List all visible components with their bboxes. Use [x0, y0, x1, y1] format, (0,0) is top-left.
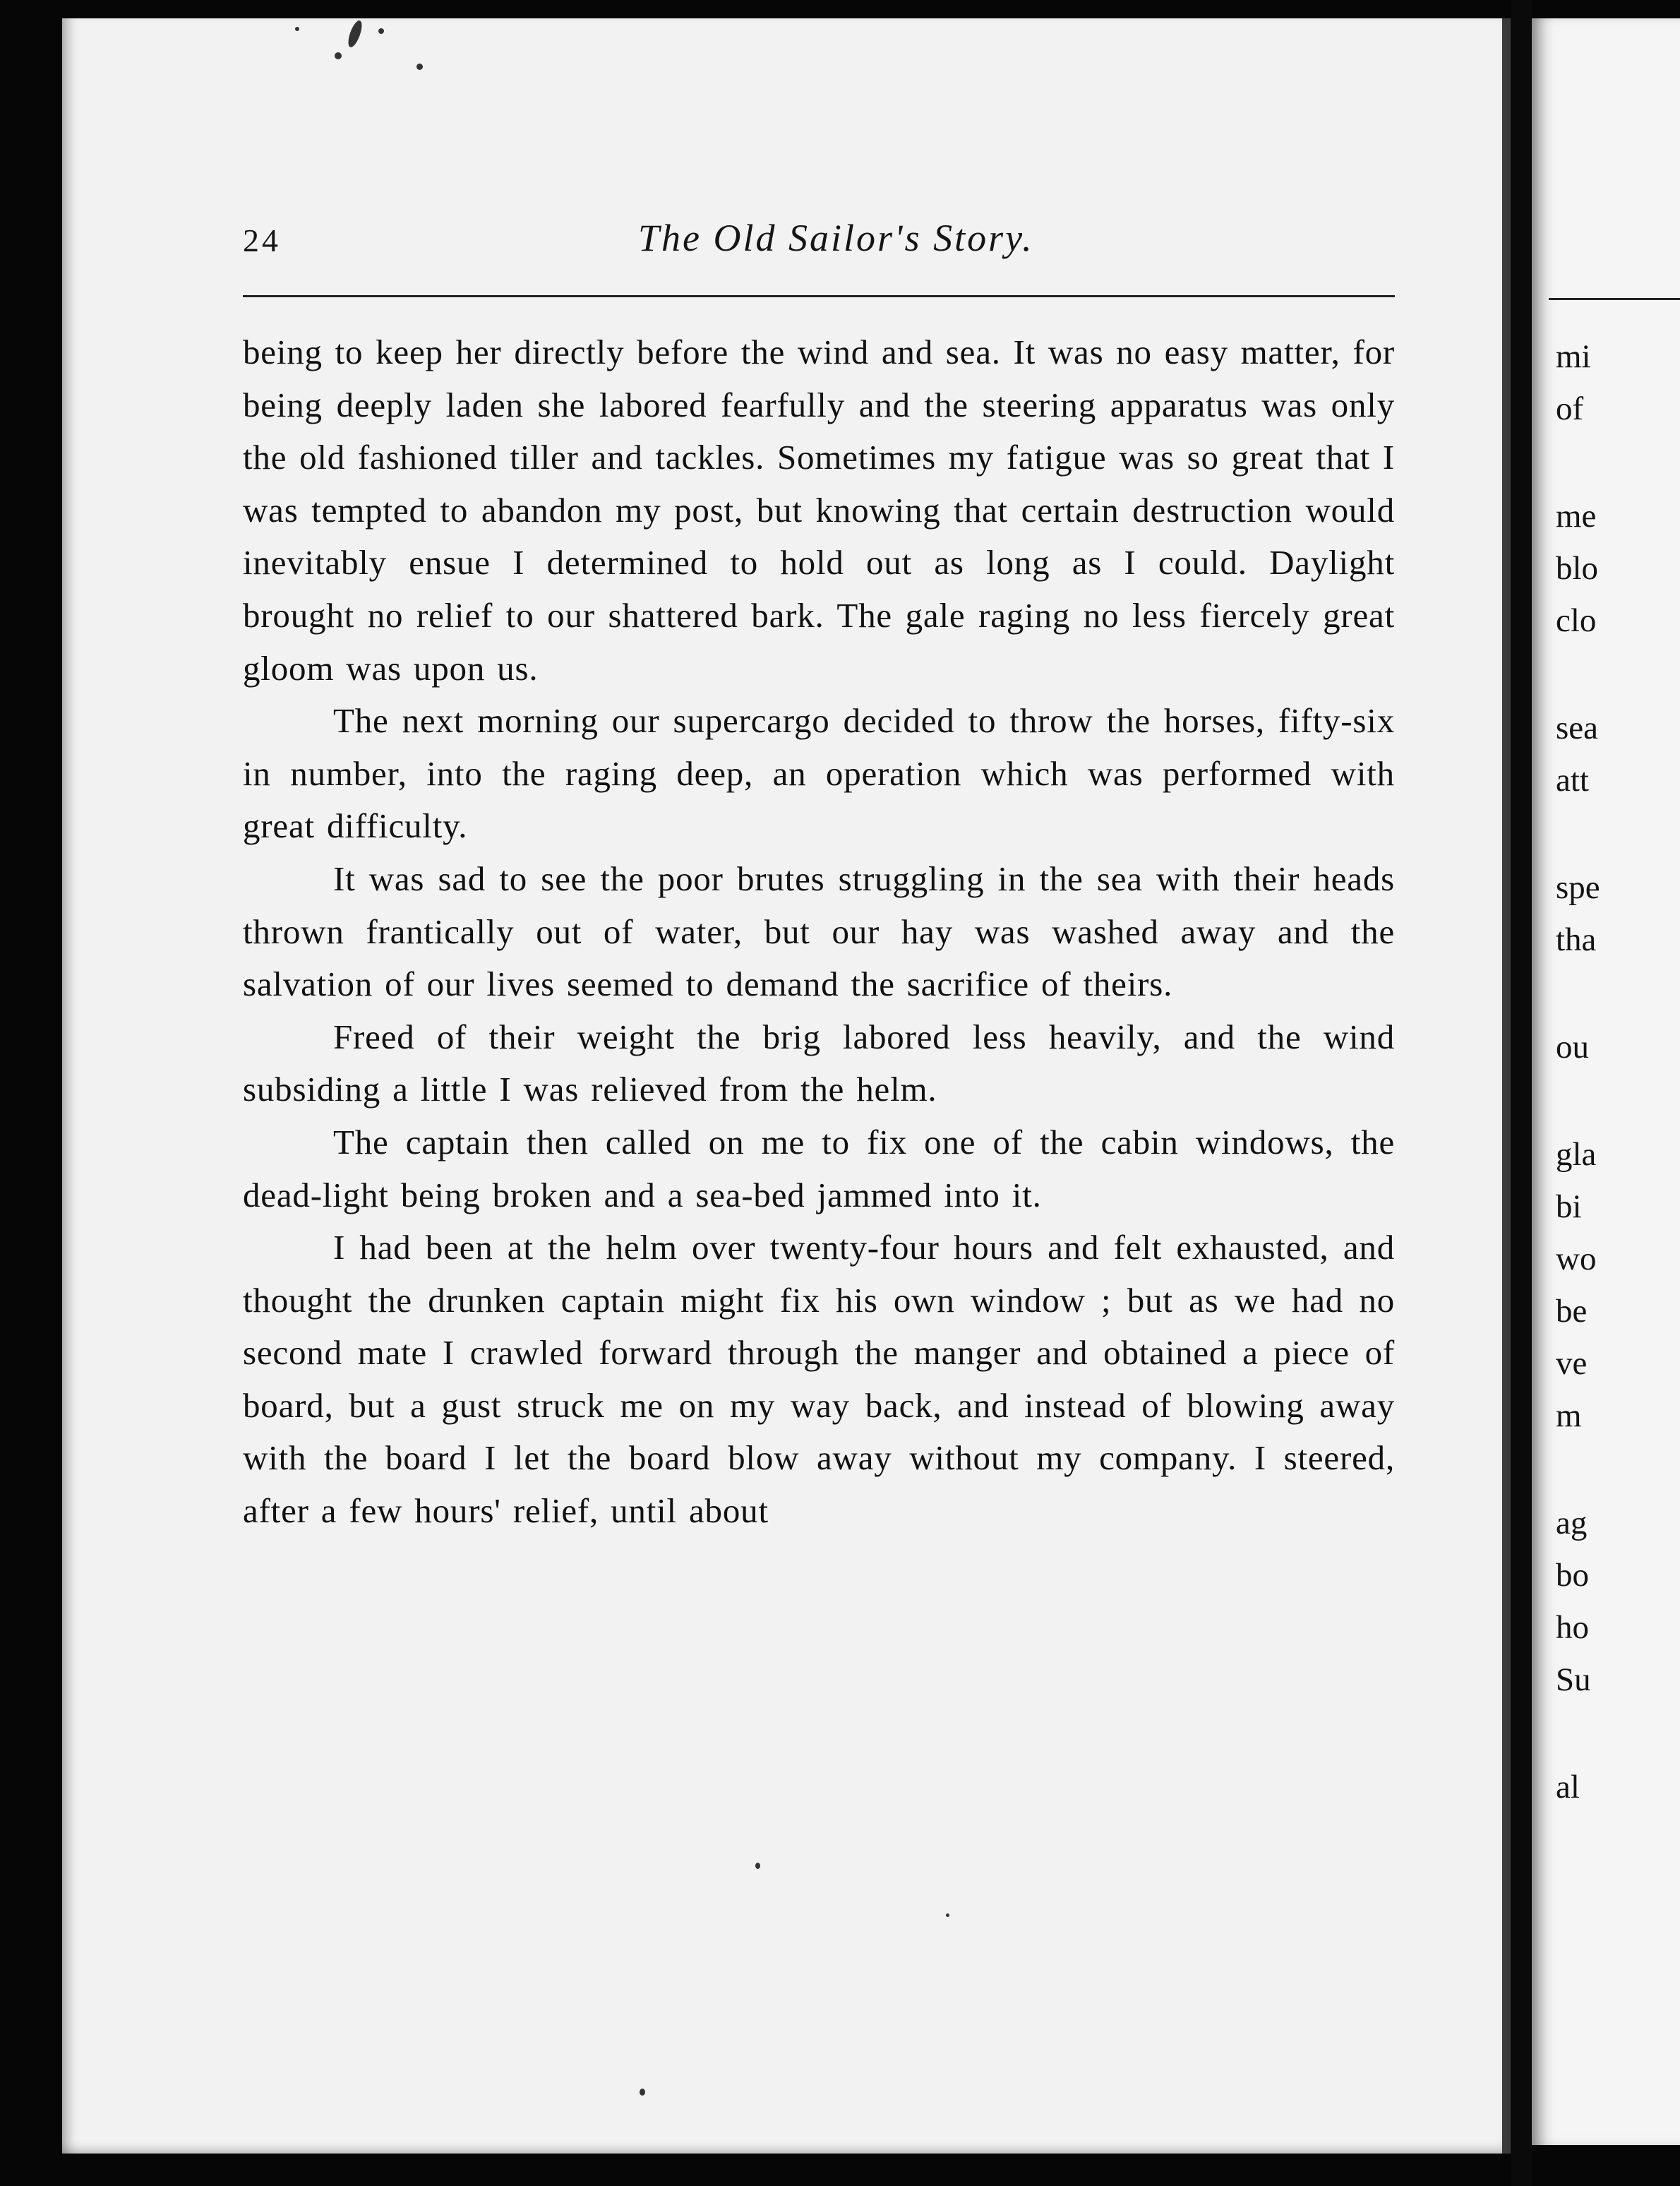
facing-fragment: ho [1556, 1609, 1589, 1646]
scan-speck [335, 52, 342, 59]
paragraph: It was sad to see the poor brutes struggling in the sea with their heads thrown frantically out of water, but our hay was washed away and the salvation of our lives seemed to demand the sacrifice of theirs. [243, 859, 1395, 1004]
facing-fragment: of [1556, 390, 1584, 427]
scan-speck [295, 27, 299, 31]
facing-header-rule [1549, 298, 1680, 300]
paragraph: Freed of their weight the brig labored less heavily, and the wind subsiding a little I was relieved from the helm. [243, 1017, 1395, 1109]
body-text [243, 326, 1395, 1538]
facing-fragment: tha [1556, 921, 1597, 958]
facing-fragment: bo [1556, 1557, 1589, 1594]
running-title: The Old Sailor's Story. [638, 217, 1034, 259]
facing-fragment: al [1556, 1769, 1580, 1805]
facing-fragment: m [1556, 1397, 1582, 1434]
facing-fragment: blo [1556, 550, 1599, 587]
facing-fragment: ve [1556, 1345, 1588, 1382]
page-gutter [1511, 0, 1532, 2186]
page-number: 24 [243, 222, 281, 258]
scan-speck [755, 1863, 760, 1869]
facing-fragment: sea [1556, 710, 1599, 746]
facing-fragment: Su [1556, 1661, 1591, 1698]
paragraph: I had been at the helm over twenty-four hours and felt exhausted, and thought the drunken captain might fix his own window ; but as we had no second mate I crawled forward through the manger and obtained a piece of board, but a gust struck me on my way back, and instead of blowing away with the board I let the board blow away without my company. I steered, after a few hours' relief, until about [243, 1228, 1395, 1531]
scan-speck [416, 64, 423, 70]
header-rule [243, 295, 1395, 297]
facing-fragment: spe [1556, 869, 1600, 906]
facing-fragment: mi [1556, 338, 1591, 375]
paragraph: being to keep her directly before the wind and sea. It was no easy matter, for being deeply laden she labored fearfully and the steering apparatus was only the old fashioned tiller and tackles. Sometimes my fatigue was so great that I was tempted to abandon my post, but knowing that certain destruction would inevitably ensue I determined to hold out as long as I could. Daylight brought no relief to our shattered bark. The gale raging no less fiercely great gloom was upon us. [243, 333, 1395, 688]
facing-fragment: clo [1556, 602, 1597, 639]
facing-fragment: me [1556, 498, 1597, 534]
facing-fragment: bi [1556, 1188, 1582, 1225]
paragraph: The captain then called on me to fix one of the cabin windows, the dead-light being broken and a sea-bed jammed into it. [243, 1122, 1395, 1214]
scan-speck [378, 28, 384, 34]
facing-fragment: ag [1556, 1505, 1588, 1541]
facing-page [1532, 18, 1680, 2145]
facing-fragment: wo [1556, 1241, 1597, 1277]
facing-fragment: gla [1556, 1136, 1597, 1173]
paragraph: The next morning our supercargo decided to throw the horses, fifty-six in number, into the raging deep, an operation which was performed with great difficulty. [243, 701, 1395, 846]
running-head [243, 209, 1392, 273]
facing-fragment: be [1556, 1293, 1588, 1330]
facing-fragment: att [1556, 762, 1589, 799]
scan-speck [946, 1913, 949, 1917]
scan-speck [640, 2089, 645, 2096]
facing-fragment: ou [1556, 1029, 1589, 1065]
